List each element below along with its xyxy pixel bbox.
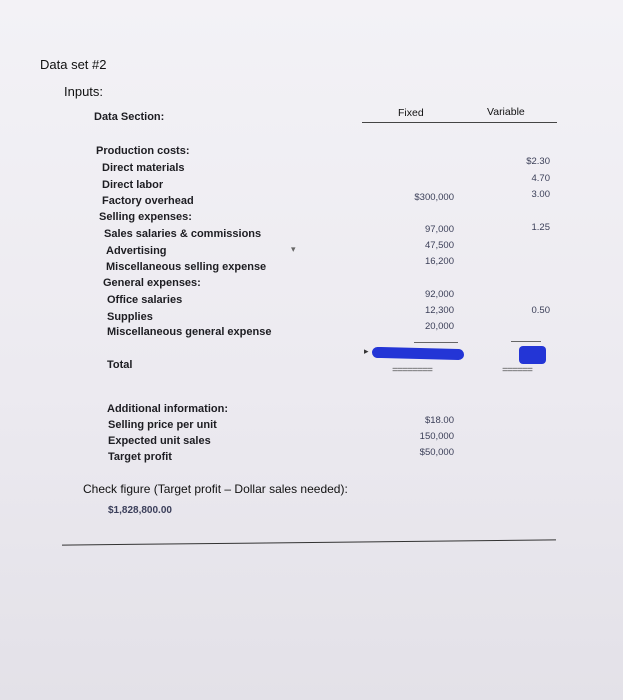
variable-total-redaction [519, 346, 546, 364]
fixed-total-redaction [372, 347, 464, 360]
sales-salaries-variable: 1.25 [531, 222, 550, 233]
office-salaries-label: Office salaries [107, 294, 183, 306]
factory-overhead-variable: 3.00 [531, 189, 550, 200]
redaction-tick: ▸ [364, 346, 369, 356]
direct-materials-variable: $2.30 [526, 156, 550, 167]
factory-overhead-label: Factory overhead [102, 195, 194, 207]
header-underline [362, 122, 557, 123]
expected-unit-sales-value: 150,000 [419, 431, 454, 442]
fixed-subtotal-rule [414, 342, 458, 343]
production-costs-heading: Production costs: [96, 145, 190, 157]
supplies-variable: 0.50 [531, 305, 550, 316]
page-bottom-rule [62, 539, 556, 545]
office-salaries-fixed: 92,000 [424, 289, 454, 300]
selling-price-label: Selling price per unit [108, 419, 217, 431]
supplies-label: Supplies [107, 311, 153, 323]
target-profit-value: $50,000 [419, 447, 454, 458]
check-figure-value: $1,828,800.00 [108, 505, 172, 516]
selling-expenses-heading: Selling expenses: [99, 211, 192, 223]
misc-selling-fixed: 16,200 [424, 256, 454, 267]
stray-mark: ▾ [291, 244, 296, 254]
target-profit-label: Target profit [108, 451, 172, 463]
variable-total-double-underline: ====== [502, 366, 533, 377]
advertising-label: Advertising [106, 245, 167, 257]
misc-general-label: Miscellaneous general expense [107, 326, 272, 338]
direct-materials-label: Direct materials [102, 162, 185, 174]
general-expenses-heading: General expenses: [103, 277, 201, 289]
selling-price-value: $18.00 [424, 415, 454, 426]
expected-unit-sales-label: Expected unit sales [108, 435, 211, 447]
data-section-label: Data Section: [94, 111, 165, 123]
fixed-column-header: Fixed [398, 107, 424, 119]
advertising-fixed: 47,500 [424, 240, 454, 251]
inputs-label: Inputs: [64, 84, 104, 99]
additional-info-heading: Additional information: [107, 403, 228, 415]
direct-labor-label: Direct labor [102, 179, 164, 191]
data-set-title: Data set #2 [40, 57, 107, 72]
misc-general-fixed: 20,000 [424, 321, 454, 332]
sales-salaries-fixed: 97,000 [424, 224, 454, 235]
total-label: Total [107, 359, 133, 371]
supplies-fixed: 12,300 [424, 305, 454, 316]
factory-overhead-fixed: $300,000 [414, 192, 454, 203]
sales-salaries-label: Sales salaries & commissions [104, 228, 262, 240]
variable-column-header: Variable [487, 106, 525, 118]
misc-selling-label: Miscellaneous selling expense [106, 261, 267, 273]
fixed-total-double-underline: ======== [392, 366, 433, 377]
direct-labor-variable: 4.70 [531, 173, 550, 184]
check-figure-label: Check figure (Target profit – Dollar sales needed): [83, 482, 348, 496]
variable-subtotal-rule [511, 341, 541, 342]
